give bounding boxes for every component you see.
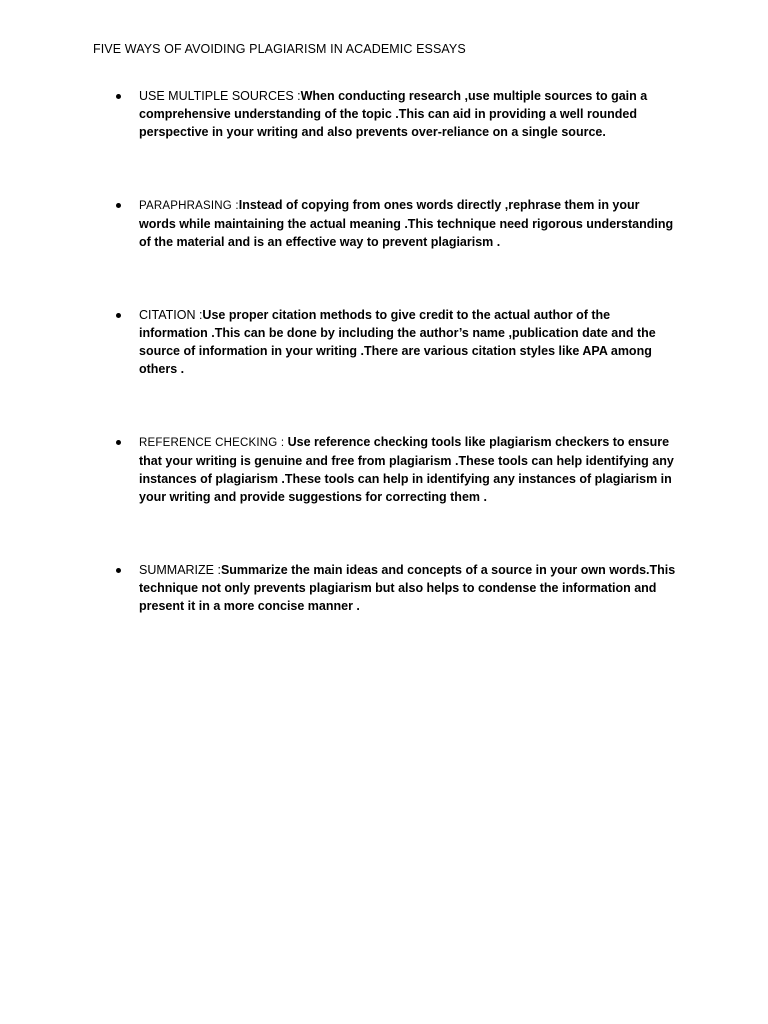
list-item-body: Summarize the main ideas and concepts of a source in your own words.This technique not only prevents plagiarism but also helps to condense the information and present it in a more concise manner . xyxy=(139,563,676,613)
list-item-body: Use proper citation methods to give credit to the actual author of the information .This can be done by including the author’s name ,publication date and the source of information in your writing .There are various citation styles like APA among others . xyxy=(139,308,656,376)
list-item-label: PARAPHRASING : xyxy=(139,200,239,212)
list-item-summarize xyxy=(0,561,768,615)
bullet-icon xyxy=(116,203,121,208)
list-item-citation xyxy=(0,306,768,378)
list-item-label: USE MULTIPLE SOURCES : xyxy=(139,89,301,103)
bullet-icon xyxy=(116,568,121,573)
bullet-icon xyxy=(116,313,121,318)
list-item-text xyxy=(139,196,679,251)
list-item-reference-checking xyxy=(0,433,768,506)
list-item-text xyxy=(139,87,679,141)
list-item-label: SUMMARIZE : xyxy=(139,563,221,577)
list-item-paraphrasing xyxy=(0,196,768,251)
list-item-body: Instead of copying from ones words directly ,rephrase them in your words while maintaining the actual meaning .This technique need rigorous understanding of the material and is an effective way to prevent plagiarism . xyxy=(139,198,674,249)
bullet-icon xyxy=(116,440,121,445)
list-item-label: REFERENCE CHECKING : xyxy=(139,437,288,449)
bullet-icon xyxy=(116,94,121,99)
list-item-body: Use reference checking tools like plagiarism checkers to ensure that your writing is genuine and free from plagiarism .These tools can help identifying any instances of plagiarism .These tools can help in identifying any instances of plagiarism in your writing and provide suggestions for correcting them . xyxy=(139,435,674,504)
list-item-text xyxy=(139,306,679,378)
list-item-text xyxy=(139,433,679,506)
list-item-text xyxy=(139,561,679,615)
list-item-body: When conducting research ,use multiple sources to gain a comprehensive understanding of the topic .This can aid in providing a well rounded perspective in your writing and also prevents over-reliance on a single source. xyxy=(139,89,648,139)
list-item-multiple-sources xyxy=(0,87,768,141)
document-title: FIVE WAYS OF AVOIDING PLAGIARISM IN ACADEMIC ESSAYS xyxy=(93,42,466,56)
bullet-list xyxy=(0,87,768,670)
list-item-label: CITATION : xyxy=(139,308,203,322)
